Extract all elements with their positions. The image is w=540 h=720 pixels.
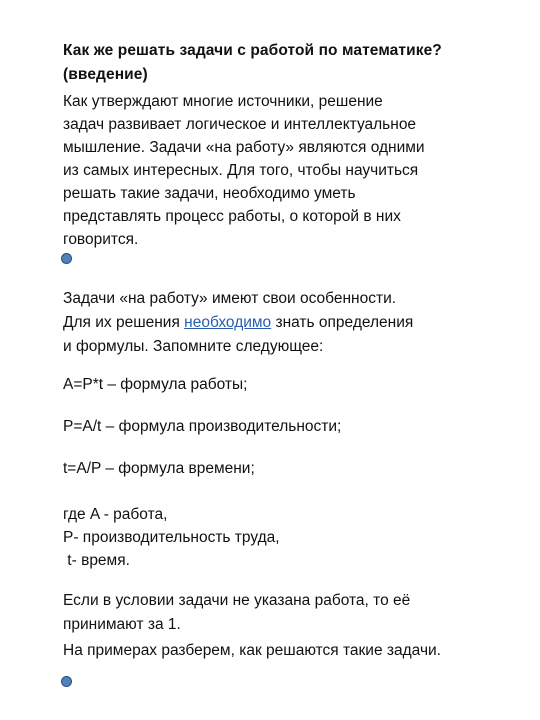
features-paragraph xyxy=(63,287,503,359)
title-line: (введение) xyxy=(63,66,148,83)
title-line: Как же решать задачи с работой по математике? xyxy=(63,42,442,59)
text-line: где A - работа, xyxy=(63,506,168,523)
text-line: задач развивает логическое и интеллектуальное xyxy=(63,116,417,133)
bullet-dot-icon xyxy=(61,676,72,687)
formula-productivity: P=A/t – формула производительности; xyxy=(63,418,342,435)
text-line xyxy=(63,311,503,335)
text-line: Если в условии задачи не указана работа, то её xyxy=(63,592,411,609)
page-title xyxy=(63,39,503,87)
text-segment: знать определения xyxy=(271,314,414,331)
text-line: Задачи «на работу» имеют свои особенности. xyxy=(63,290,397,307)
text-segment: Для их решения xyxy=(63,314,185,331)
text-line: мышление. Задачи «на работу» являются одними xyxy=(63,139,425,156)
bullet-dot-icon xyxy=(61,253,72,264)
note-paragraph xyxy=(63,589,503,637)
text-line: из самых интересных. Для того, чтобы научиться xyxy=(63,162,419,179)
text-line: принимают за 1. xyxy=(63,616,181,633)
text-line: представлять процесс работы, о которой в них xyxy=(63,208,401,225)
formula-work: A=P*t – формула работы; xyxy=(63,376,248,393)
text-line: Как утверждают многие источники, решение xyxy=(63,93,383,110)
formula-time: t=A/P – формула времени; xyxy=(63,460,255,477)
definition-link[interactable]: необходимо xyxy=(184,314,272,331)
intro-paragraph xyxy=(63,90,503,251)
text-line: На примерах разберем, как решаются такие задачи. xyxy=(63,642,441,659)
text-line: P- производительность труда, xyxy=(63,529,280,546)
variables-legend xyxy=(63,503,503,572)
text-line: говорится. xyxy=(63,231,139,248)
text-line: и формулы. Запомните следующее: xyxy=(63,338,324,355)
text-line: решать такие задачи, необходимо уметь xyxy=(63,185,356,202)
text-line: t- время. xyxy=(63,552,130,569)
examples-paragraph xyxy=(63,640,503,662)
